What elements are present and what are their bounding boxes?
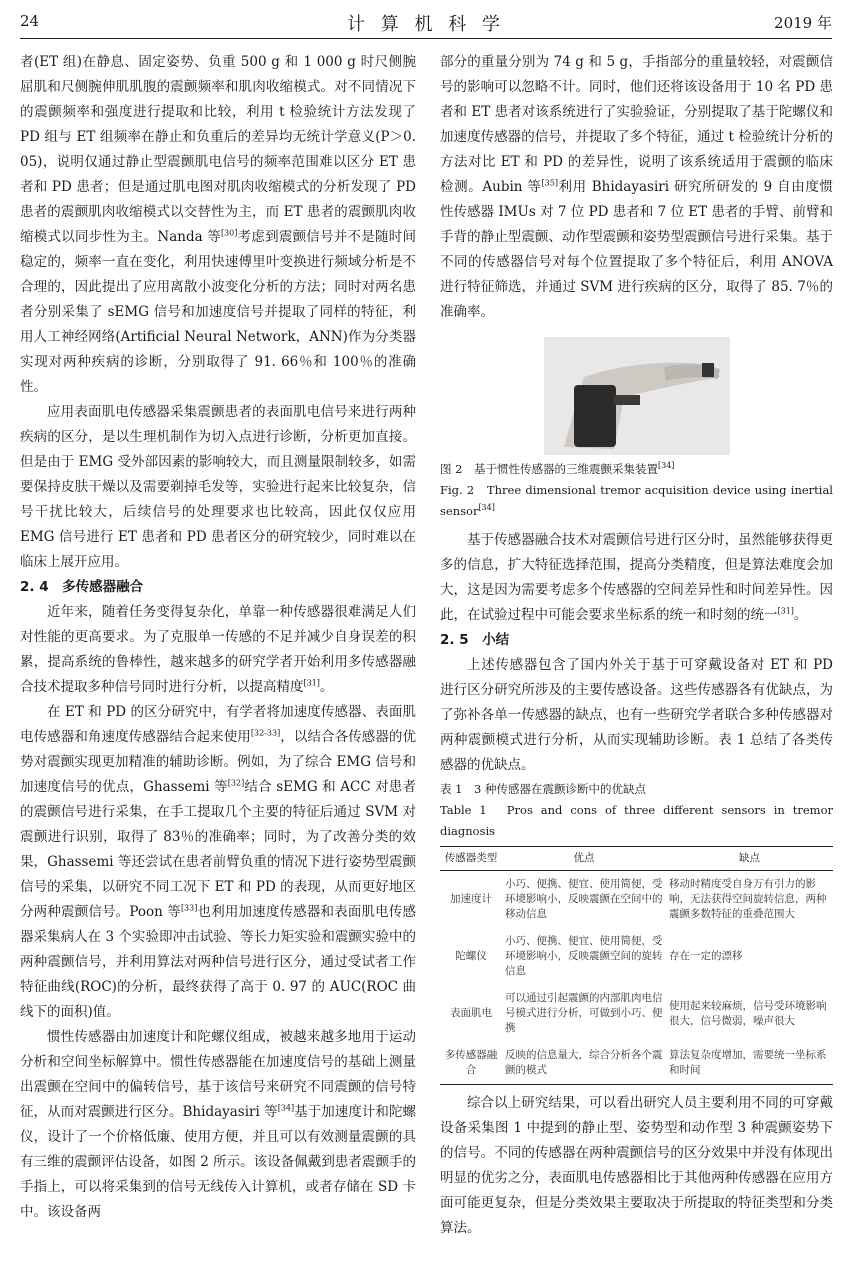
section-heading-2-5: 2. 5 小结 [440, 632, 510, 648]
table-cell: 存在一定的漂移 [669, 950, 743, 962]
paragraph: 综合以上研究结果，可以看出研究人员主要利用不同的可穿戴设备采集图 1 中提到的静止型、姿势型和动作型 3 种震颤姿势下的信号。不同的传感器在两种震颤信号的区分效果中并没有体现出明显的优劣之分，表面肌电传感器相比于其他两种传感器在应用方面可能更复杂，但是分类效果主要取决于所提取的特征类型和分类算法。 [440, 1095, 833, 1236]
citation[interactable]: [30] [220, 228, 238, 238]
table-row [440, 871, 833, 929]
table-cell: 移动时精度受自身万有引力的影响，无法获得空间旋转信息，两种震颤多数特征的重叠范围大 [669, 878, 827, 920]
paragraph: 近年来，随着任务变得复杂化，单靠一种传感器很难满足人们对性能的更高要求。为了克服单一传感的不足并减少自身误差的积累，提高系统的鲁棒性，越来越多的研究学者开始利用多传感器融合技术提取多种信号同时进行分析，以提高精度[31]。 [20, 604, 416, 695]
journal-title: 计 算 机 科 学 [347, 14, 505, 35]
citation[interactable]: [33] [180, 903, 198, 913]
paragraph: 上述传感器包含了国内外关于基于可穿戴设备对 ET 和 PD 进行区分研究所涉及的主要传感设备。这些传感器各有优缺点，为了弥补各单一传感器的缺点，也有一些研究学者联合多种传感器对两种震颤模式进行分析，从而实现辅助诊断。表 1 总结了各类传感器的优缺点。 [440, 657, 833, 773]
figure-2 [440, 337, 833, 455]
table-cell: 可以通过引起震颤的内部肌肉电信号模式进行分析，可做到小巧、便携 [505, 992, 663, 1034]
left-column [20, 50, 416, 1225]
table-cell: 加速度计 [450, 893, 492, 905]
paragraph: 部分的重量分别为 74 g 和 5 g，手指部分的重量较轻，对震颤信号的影响可以忽略不计。同时，他们还将该设备用于 10 名 PD 患者和 ET 患者对该系统进行了实验验证，分别提取了基于陀螺仪和加速度传感器的信号，并提取了多个特征，通过 t 检验统计分析的方法对比 ET 和 PD 的差异性，说明了该系统适用于震颤的临床检测。Aubin 等[35]利用 Bhidayasiri 研究所研发的 9 自由度惯性传感器 IMUs 对 7 位 PD 患者和 7 位 ET 患者的手臂、前臂和手背的静止型震颤、动作型震颤和姿势型震颤信号进行采集。基于不同的传感器信号对每个位置提取了多个特征后，利用 ANOVA 进行特征筛选，并通过 SVM 进行疾病的区分，取得了 85. 7％的准确率。 [440, 54, 833, 320]
table-cell: 多传感器融合 [440, 1042, 502, 1085]
table-cell: 小巧、便携、便宜、使用简便，受环境影响小，反映震颤在空间中的移动信息 [505, 878, 663, 920]
figure-caption-cn: 图 2 基于惯性传感器的三维震颤采集装置[34] [440, 461, 675, 476]
right-column [440, 50, 833, 1241]
table-cell: 陀螺仪 [455, 950, 487, 962]
table-header: 缺点 [666, 847, 833, 871]
tremor-device-photo [544, 337, 730, 455]
section-heading-2-4: 2. 4 多传感器融合 [20, 579, 144, 595]
table-caption-cn: 表 1 3 种传感器在震颤诊断中的优缺点 [440, 782, 646, 796]
table-cell: 算法复杂度增加，需要统一坐标系和时间 [666, 1042, 833, 1085]
table-caption-en: Table 1 Pros and cons of three different sensors in tremor diagnosis [440, 803, 833, 838]
table-cell: 反映的信息量大，综合分析各个震颤的模式 [502, 1042, 666, 1085]
table-cell: 小巧、便携、便宜、使用简便，受环境影响小，反映震颤空间的旋转信息 [505, 935, 663, 977]
citation[interactable]: [35] [541, 178, 558, 188]
citation[interactable]: [32] [227, 778, 245, 788]
paragraph: 应用表面肌电传感器采集震颤患者的表面肌电信号来进行两种疾病的区分，是以生理机制作为切入点进行诊断，分析更加直接。但是由于 EMG 受外部因素的影响较大，而且测量限制较多，如需要保持皮肤干燥以及需要剃掉毛发等，实验进行起来比较复杂，信号干扰比较大，后续信号的处理要求也比较高，因此仅仅应用 EMG 信号进行 ET 患者和 PD 患者区分的研究较少，同时难以在临床上展开应用。 [20, 404, 416, 570]
citation[interactable]: [32-33] [250, 728, 281, 738]
table-row [440, 985, 833, 1042]
citation[interactable]: [31] [303, 678, 320, 688]
paragraph: 惯性传感器由加速度计和陀螺仪组成，被越来越多地用于运动分析和空间坐标解算中。惯性传感器能在加速度信号的基础上测量出震颤在空间中的偏转信号，基于该信号来研究不同震颤的信号特征，从而对震颤进行区分。Bhidayasiri 等[34]基于加速度计和陀螺仪，设计了一个价格低廉、使用方便，并且可以有效测量震颤的具有三维的震颤评估设备，如图 2 所示。该设备佩戴到患者震颤手的手指上，可以将采集到的信号无线传入计算机，或者存储在 SD 卡中。该设备两 [20, 1029, 417, 1220]
paragraph: 在 ET 和 PD 的区分研究中，有学者将加速度传感器、表面肌电传感器和角速度传感器结合起来使用[32-33]，以结合各传感器的优势对震颤实现更加精准的辅助诊断。例如，为了综合 EMG 信号和加速度信号的优点，Ghassemi 等[32]结合 sEMG 和 ACC 对患者的震颤信号进行采集，在手工提取几个主要的特征后通过 SVM 对震颤进行识别，取得了 83％的准确率；同时，为了改善分类的效果，Ghassemi 等还尝试在患者前臂负重的情况下进行姿势型震颤信号的采集，以研究不同工况下 ET 和 PD 的表现，从而更好地区分两种震颤信号。Poon 等[33]也利用加速度传感器和表面肌电传感器采集病人在 3 个实验即冲击试验、等长力矩实验和震颤实验中的两种震颤信号，并利用算法对两种信号进行区分，通过受试者工作特征曲线(ROC)的分析，最终获得了高于 0. 97 的 AUC(ROC 曲线下的面积)值。 [20, 704, 417, 1020]
citation[interactable]: [34] [277, 1103, 295, 1113]
table-row [440, 1042, 833, 1085]
table-row [440, 928, 833, 985]
figure-caption-en: Fig. 2 Three dimensional tremor acquisition device using inertial sensor[34] [440, 483, 833, 518]
page-header [20, 10, 832, 39]
table-cell: 使用起来较麻烦，信号受环境影响很大，信号微弱，噪声很大 [669, 999, 827, 1027]
journal-year: 2019 年 [774, 14, 832, 32]
table-cell: 表面肌电 [450, 1007, 492, 1019]
paragraph: 者(ET 组)在静息、固定姿势、负重 500 g 和 1 000 g 时尺侧腕屈肌和尺侧腕伸肌肌腹的震颤频率和肌肉收缩模式。对不同情况下的震颤频率和强度进行提取和比较，利用 t 检验统计方法发现了 PD 组与 ET 组频率在静止和负重后的差异均无统计学意义(P＞0. 05)，说明仅通过静止型震颤肌电信号的频率范围难以区分 ET 患者和 PD 患者；但是通过肌电图对肌肉收缩模式的分析发现了 PD 患者的震颤肌肉收缩模式以交替性为主，而 ET 患者的震颤肌肉收缩模式以同步性为主。Nanda 等[30]考虑到震颤信号并不是随时间稳定的，频率一直在变化，利用快速傅里叶变换进行频域分析是不合理的，因此提出了应用离散小波变化分析的方法；同时对两名患者分别采集了 sEMG 信号和加速度信号并提取了同样的特征，利用人工神经网络(Artificial Neural Network，ANN)作为分类器实现对两种疾病的诊断，分别取得了 91. 66％和 100％的准确性。 [20, 54, 416, 395]
sensor-comparison-table [440, 846, 833, 1085]
paragraph: 基于传感器融合技术对震颤信号进行区分时，虽然能够获得更多的信息，扩大特征选择范围，提高分类精度，但是算法难度会加大，这是因为需要考虑多个传感器的空间差异性和时间差异性。因此，在试验过程中可能会要求坐标系的统一和时刻的统一[31]。 [440, 532, 833, 623]
citation[interactable]: [31] [777, 606, 794, 616]
table-header: 优点 [502, 847, 666, 871]
page-number: 24 [20, 12, 40, 30]
table-header: 传感器类型 [440, 847, 502, 871]
